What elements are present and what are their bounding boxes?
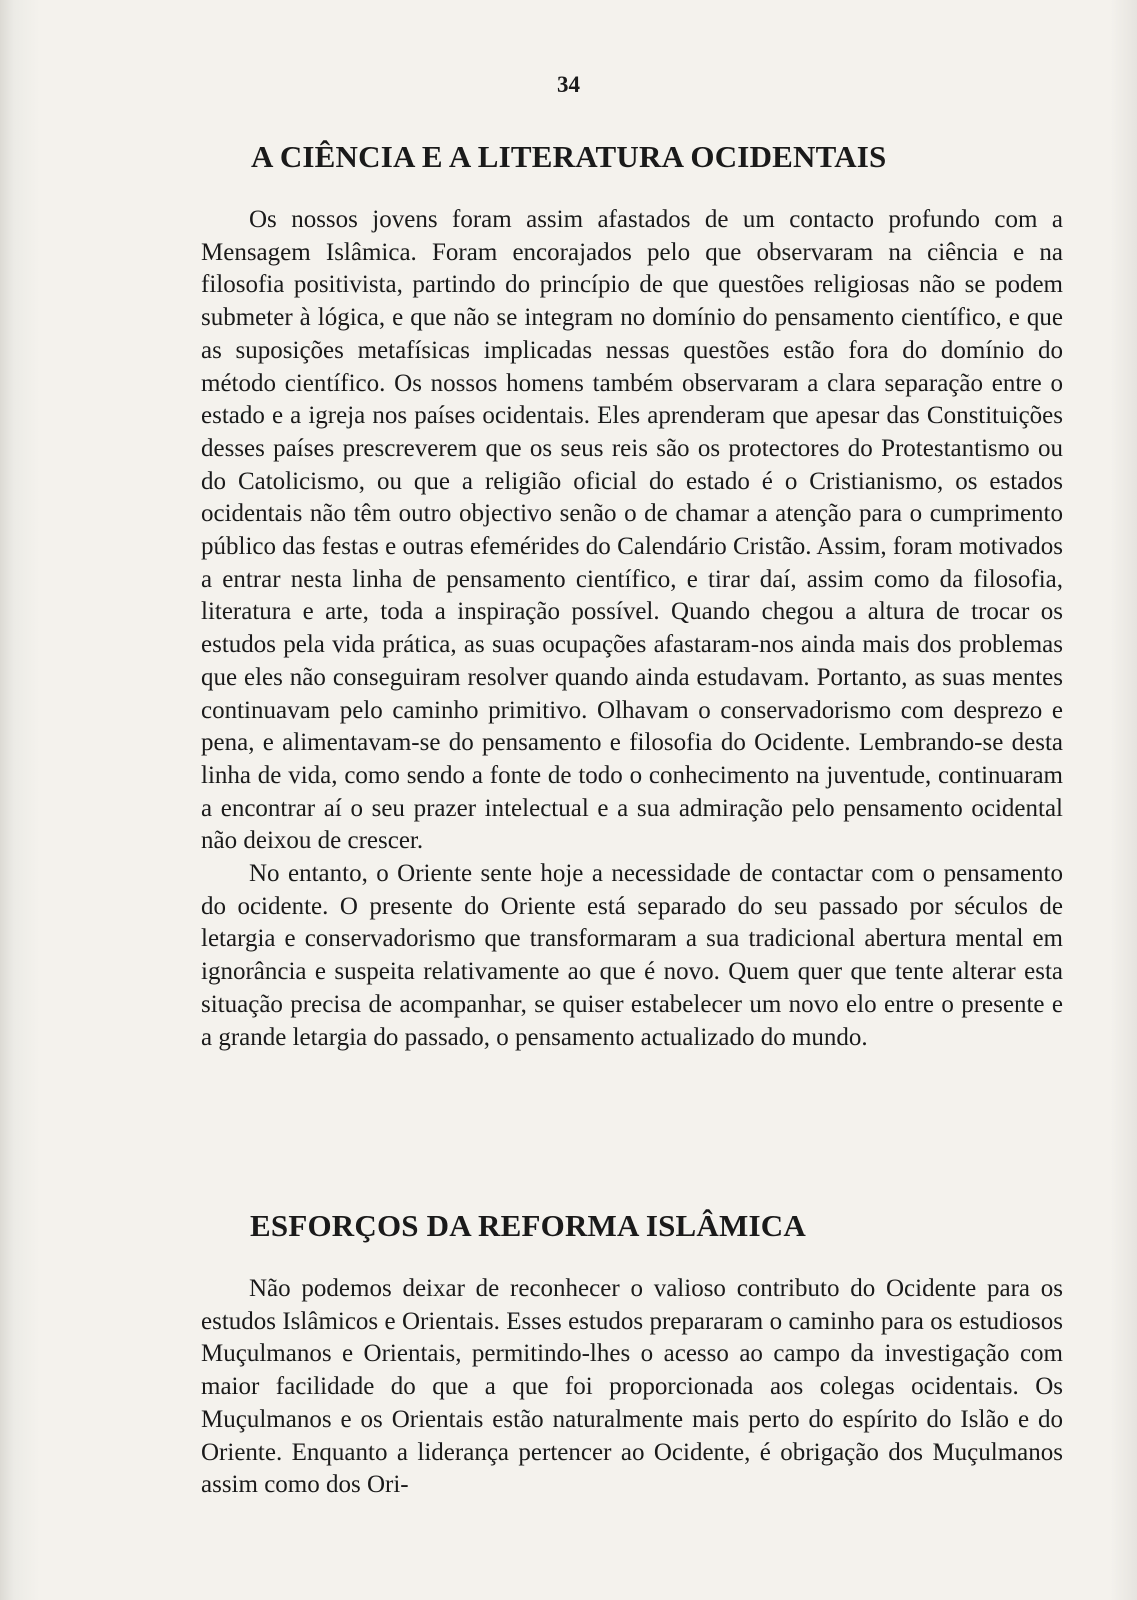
section-title-ciencia-literatura: A CIÊNCIA E A LITERATURA OCIDENTAIS — [251, 139, 887, 174]
section-body-ciencia-literatura — [201, 204, 1063, 1054]
paragraph: No entanto, o Oriente sente hoje a necessidade de contactar com o pensamento do ocidente. O presente do Oriente está separado do seu passado por séculos de letargia e conservadorismo que transformaram a sua tradicional abertura mental em ignorância e suspeita relativamente ao que é novo. Quem quer que tente alterar esta situação precisa de acompanhar, se quiser estabelecer um novo elo entre o presente e a grande letargia do passado, o pensamento actualizado do mundo. — [201, 860, 1063, 1051]
paragraph: Os nossos jovens foram assim afastados de um contacto profundo com a Mensagem Islâmica. Foram encorajados pelo que observaram na ciência e na filosofia positivista, partindo do princípio de que questões religiosas não se podem submeter à lógica, e que não se integram no domínio do pensamento científico, e que as suposições metafísicas implicadas nessas questões estão fora do domínio do método científico. Os nossos homens também observaram a clara separação entre o estado e a igreja nos países ocidentais. Eles aprenderam que apesar das Constituições desses países prescreverem que os seus reis são os protectores do Protestantismo ou do Catolicismo, ou que a religião oficial do estado é o Cristianismo, os estados ocidentais não têm outro objectivo senão o de chamar a atenção para o cumprimento público das festas e outras efemérides do Calendário Cristão. Assim, foram motivados a entrar nesta linha de pensamento científico, e tirar daí, assim como da filosofia, literatura e arte, toda a inspiração possível. Quando chegou a altura de trocar os estudos pela vida prática, as suas ocupações afastaram-nos ainda mais dos problemas que eles não conseguiram resolver quando ainda estudavam. Portanto, as suas mentes continuavam pelo caminho primitivo. Olhavam o conservadorismo com desprezo e pena, e alimentavam-se do pensamento e filosofia do Ocidente. Lembrando-se desta linha de vida, como sendo a fonte de todo o conhecimento na juventude, continuaram a encontrar aí o seu prazer intelectual e a sua admiração pelo pensamento ocidental não deixou de crescer. — [201, 206, 1063, 855]
section-title-reforma-islamica: ESFORÇOS DA REFORMA ISLÂMICA — [250, 1208, 806, 1243]
section-body-reforma-islamica — [201, 1273, 1063, 1502]
paragraph: Não podemos deixar de reconhecer o valioso contributo do Ocidente para os estudos Islâmicos e Orientais. Esses estudos prepararam o caminho para os estudiosos Muçulmanos e Orientais, permitindo-lhes o acesso ao campo da investigação com maior facilidade do que a que foi proporcionada aos colegas ocidentais. Os Muçulmanos e os Orientais estão naturalmente mais perto do espírito do Islão e do Oriente. Enquanto a liderança pertencer ao Ocidente, é obrigação dos Muçulmanos assim como dos Ori- — [201, 1275, 1063, 1499]
page-number: 34 — [557, 72, 580, 97]
